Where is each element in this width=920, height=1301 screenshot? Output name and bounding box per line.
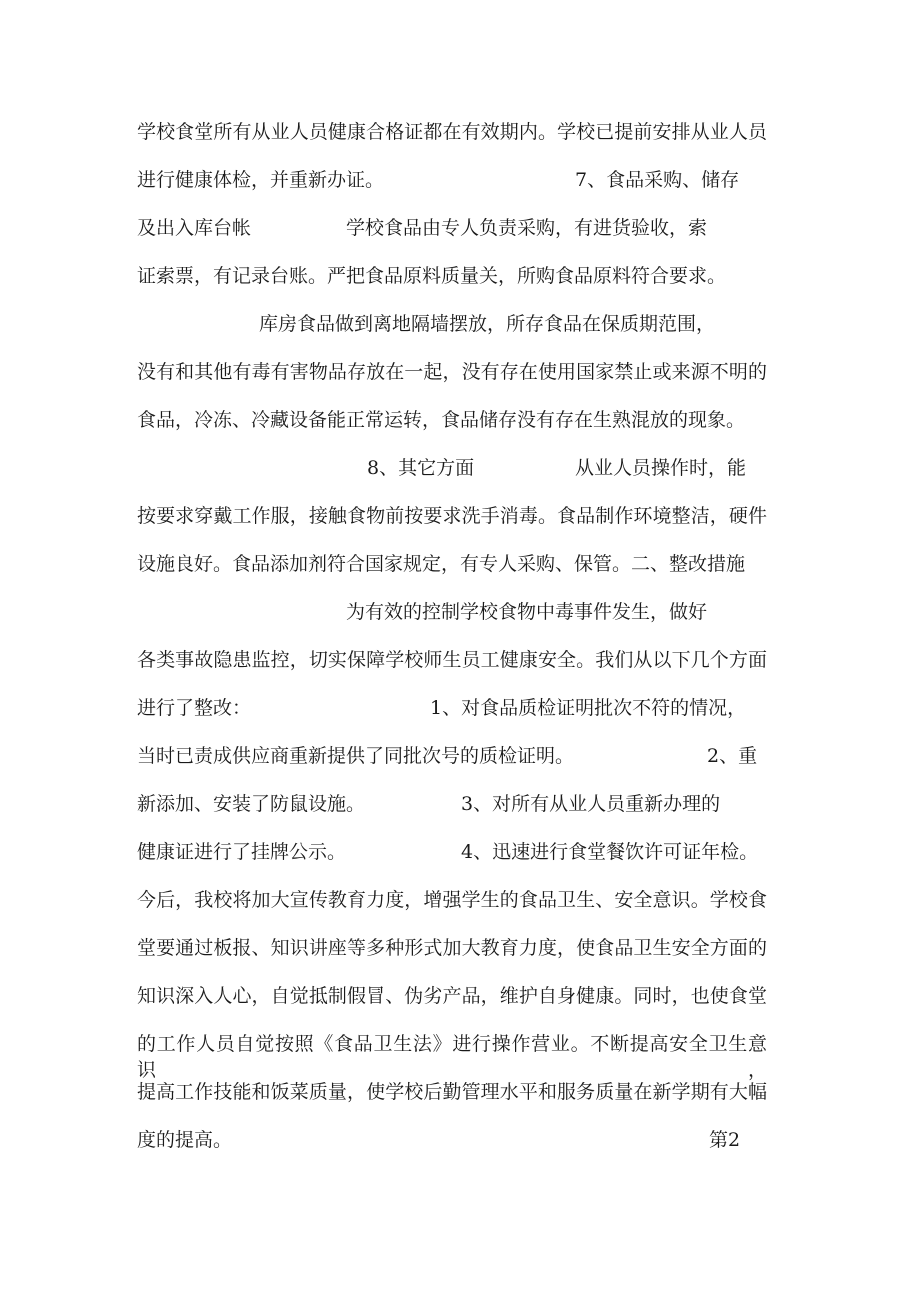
text-line: 知识深入人心，自觉抵制假冒、伪劣产品，维护自身健康。同时，也使食堂 — [137, 985, 767, 1007]
text-line: 当时已责成供应商重新提供了同批次号的质检证明。 — [137, 745, 575, 767]
text-line: 2、重 — [707, 745, 758, 767]
page-number: 第2 — [709, 1129, 741, 1151]
text-line: 库房食品做到离地隔墙摆放，所存食品在保质期范围， — [259, 313, 716, 335]
text-line: 今后，我校将加大宣传教育力度，增强学生的食品卫生、安全意识。学校食 — [137, 889, 767, 911]
section-heading: 8、其它方面 — [367, 457, 475, 479]
text-line: 3、对所有从业人员重新办理的 — [461, 793, 721, 815]
text-line: 证索票，有记录台账。严把食品原料质量关，所购食品原料符合要求。 — [137, 265, 727, 287]
section-heading: 7、食品采购、储存 — [575, 169, 740, 191]
text-line: 4、迅速进行食堂餐饮许可证年检。 — [461, 841, 759, 863]
text-line: 按要求穿戴工作服，接触食物前按要求洗手消毒。食品制作环境整洁，硬件 — [137, 505, 767, 527]
text-line: 提高工作技能和饭菜质量，使学校后勤管理水平和服务质量在新学期有大幅 — [137, 1081, 767, 1103]
text-line: 度的提高。 — [137, 1129, 233, 1151]
text-line: 1、对食品质检证明批次不符的情况， — [430, 697, 747, 719]
text-line: 各类事故隐患监控，切实保障学校师生员工健康安全。我们从以下几个方面 — [137, 649, 767, 671]
text-line: 及出入库台帐 — [137, 217, 252, 239]
text-line: 新添加、安装了防鼠设施。 — [137, 793, 366, 815]
text-line: 学校食品由专人负责采购，有进货验收，索 — [346, 217, 708, 239]
text-line: 堂要通过板报、知识讲座等多种形式加大教育力度，使食品卫生安全方面的 — [137, 937, 767, 959]
text-line: 进行健康体检，并重新办证。 — [137, 169, 385, 191]
text-line: 设施良好。食品添加剂符合国家规定，有专人采购、保管。二、整改措施 — [137, 553, 746, 575]
text-line: 进行了整改： — [137, 697, 252, 719]
text-line: 学校食堂所有从业人员健康合格证都在有效期内。学校已提前安排从业人员 — [137, 121, 767, 143]
text-line: 为有效的控制学校食物中毒事件发生，做好 — [346, 601, 708, 623]
text-line: 从业人员操作时，能 — [575, 457, 747, 479]
text-line: 的工作人员自觉按照《食品卫生法》进行操作营业。不断提高安全卫生意识， — [137, 1033, 767, 1081]
text-line: 健康证进行了挂牌公示。 — [137, 841, 347, 863]
text-line: 食品，冷冻、冷藏设备能正常运转，食品储存没有存在生熟混放的现象。 — [137, 409, 746, 431]
text-line: 没有和其他有毒有害物品存放在一起，没有存在使用国家禁止或来源不明的 — [137, 361, 767, 383]
